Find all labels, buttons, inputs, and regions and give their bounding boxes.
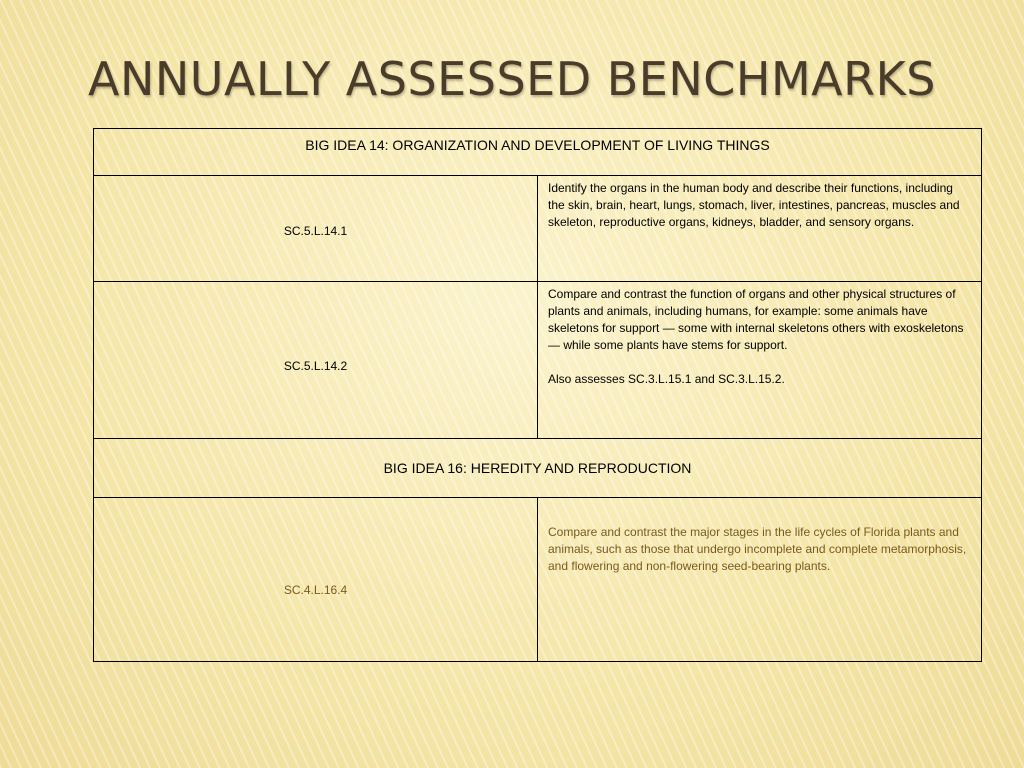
big-idea-heading (94, 129, 982, 176)
benchmark-row (94, 176, 982, 282)
benchmark-description-cell (538, 176, 982, 282)
benchmark-row (94, 282, 982, 439)
benchmark-code-cell (94, 282, 538, 439)
big-idea-heading (94, 439, 982, 498)
benchmark-code-cell (94, 176, 538, 282)
benchmark-description: Compare and contrast the function of organs and other physical structures of plants and animals, including humans, for example: some animals have skeletons for support — some with internal skeletons others with exoskeletons — while some plants have stems for support. (548, 287, 964, 352)
big-idea-row (94, 439, 982, 498)
benchmark-code: SC.4.L.16.4 (283, 582, 348, 597)
benchmark-code-cell (94, 498, 538, 662)
big-idea-16-label: BIG IDEA 16: HEREDITY AND REPRODUCTION (383, 460, 692, 476)
benchmark-also-assesses: Also assesses SC.3.L.15.1 and SC.3.L.15.2. (548, 372, 785, 386)
big-idea-row (94, 129, 982, 176)
benchmarks-table (93, 128, 982, 662)
benchmark-code: SC.5.L.14.1 (283, 223, 348, 238)
benchmark-description: Compare and contrast the major stages in the life cycles of Florida plants and animals, such as those that undergo incomplete and complete metamorphosis, and flowering and non-flowering seed-bearing plants. (548, 525, 967, 573)
benchmark-description-cell (538, 498, 982, 662)
benchmark-description-cell (538, 282, 982, 439)
benchmark-code: SC.5.L.14.2 (283, 359, 348, 373)
benchmark-row (94, 498, 982, 662)
big-idea-14-label: BIG IDEA 14: ORGANIZATION AND DEVELOPMENT OF LIVING THINGS (305, 137, 770, 153)
slide-title: ANNUALLY ASSESSED BENCHMARKS (88, 52, 936, 106)
benchmark-description: Identify the organs in the human body and describe their functions, including the skin, brain, heart, lungs, stomach, liver, intestines, pancreas, muscles and skeleton, reproductive organs, kidneys, bladder, and sensory organs. (548, 181, 960, 229)
